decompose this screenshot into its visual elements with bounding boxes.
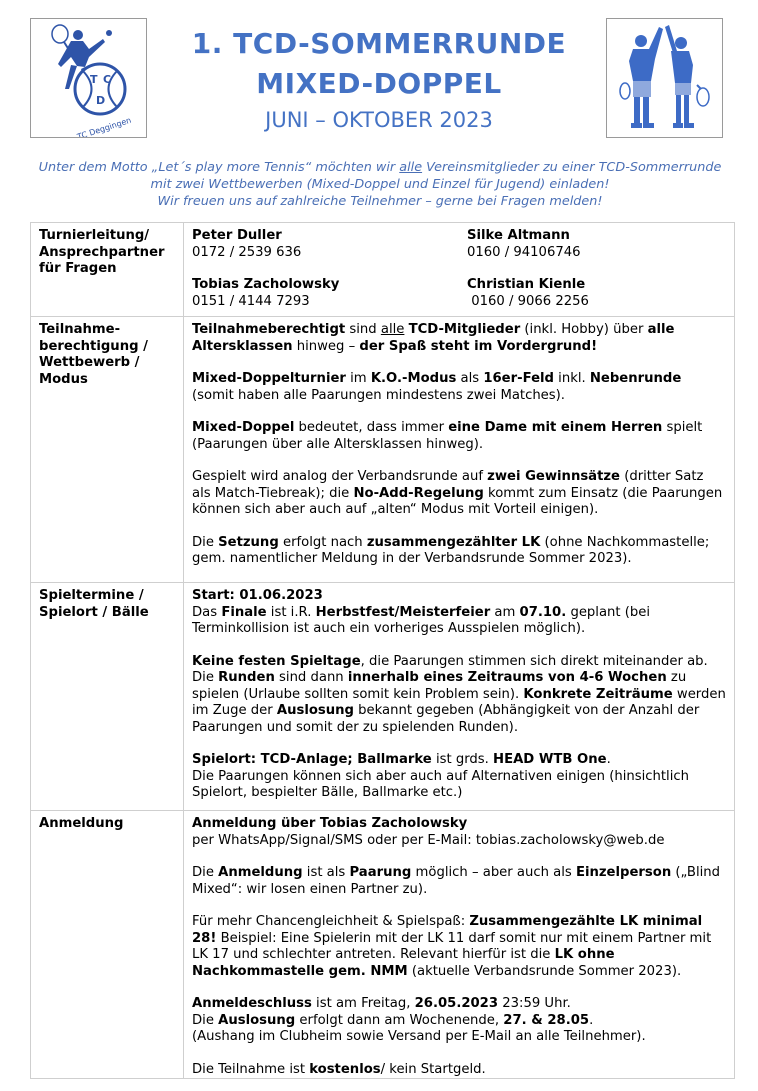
contact-email-text: per WhatsApp/Signal/SMS oder per E-Mail: tobias.zacholowsky@web.de <box>192 832 665 848</box>
text-bold: Zusammengezählte LK minimal 28! <box>192 914 703 946</box>
anmeldung-p3 <box>192 914 726 980</box>
intro-text <box>30 159 730 210</box>
text-underlined: alle <box>380 322 405 337</box>
start-date: Start: 01.06.2023 <box>192 588 323 603</box>
logo-text: TC Deggingen <box>76 115 133 137</box>
intro-part-1: Unter dem Motto „Let´s play more Tennis“ möchten wir <box>38 160 400 175</box>
logo-letter-c: C <box>103 73 112 86</box>
text: geplant (bei Terminkollision ist auch ein vorheriges Ausspielen möglich). <box>192 604 651 636</box>
text: bekannt gegeben (Abhängigkeit von der Anzahl der Paarungen und somit der zu spielenden Runden). <box>192 703 700 735</box>
text: bedeutet, dass immer <box>294 420 449 435</box>
anmeldung-p1 <box>192 816 726 849</box>
contact-phone: 0160 / 94106746 <box>467 244 581 260</box>
teilnahme-p3 <box>192 420 726 453</box>
text: werden im Zuge der <box>192 686 726 718</box>
text-bold: 16er-Feld <box>483 371 554 386</box>
contact-christian-kienle <box>467 277 717 310</box>
text-bold: Runden <box>218 670 275 685</box>
text-bold: Teilnahmeberechtigt <box>192 322 346 337</box>
text-bold: Mixed-Doppel <box>192 420 295 435</box>
text: Die <box>192 534 219 550</box>
text: ist i.R. <box>266 604 316 620</box>
contact-name: Peter Duller <box>192 228 282 243</box>
teilnahme-content <box>184 317 735 583</box>
contact-silke-altmann <box>467 228 717 261</box>
termine-p2 <box>192 654 726 737</box>
text: , die Paarungen stimmen sich direkt miteinander ab. Die <box>192 653 708 685</box>
text-bold: 27. & 28.05 <box>503 1012 590 1028</box>
text-bold: Auslosung <box>218 1012 296 1028</box>
text: sind <box>345 322 381 337</box>
text-bold: Keine festen Spieltage <box>192 653 361 669</box>
row-teilnahme <box>31 317 735 583</box>
text: Gespielt wird analog der Verbandsrunde auf <box>192 469 488 484</box>
teilnahme-p5 <box>192 535 726 568</box>
text: Die <box>192 1012 219 1028</box>
intro-line-3: Wir freuen uns auf zahlreiche Teilnehmer – gerne bei Fragen melden! <box>157 194 603 209</box>
row-anmeldung <box>31 811 735 1079</box>
label-spieltermine: Spieltermine / Spielort / Bälle <box>31 583 184 811</box>
text: Die Teilnahme ist <box>192 1061 310 1077</box>
anmeldung-p4 <box>192 996 726 1046</box>
teilnahme-p2 <box>192 371 726 404</box>
row-turnierleitung <box>31 223 735 317</box>
text: inkl. <box>553 371 590 386</box>
text: zu spielen (Urlaube sollten somit kein Problem sein). <box>192 670 687 702</box>
text: (ohne Nachkommastelle; gem. namentlicher Meldung in der Verbandsrunde Sommer 2023). <box>192 534 710 566</box>
logo-letter-t: T <box>90 73 98 86</box>
title-dates: JUNI – OKTOBER 2023 <box>265 108 493 132</box>
text: möglich – aber auch als <box>411 865 576 880</box>
text-bold: Nebenrunde <box>589 371 682 386</box>
text: ist grds. <box>431 752 494 767</box>
contact-name: Silke Altmann <box>467 228 570 243</box>
contact-phone: 0160 / 9066 2256 <box>467 293 589 309</box>
contact-name: Tobias Zacholowsky <box>192 277 340 292</box>
text: („Blind Mixed“: wir losen einen Partner zu). <box>192 865 721 897</box>
text: Die <box>192 865 219 880</box>
anmeldung-p5 <box>192 1062 726 1079</box>
text: 23:59 Uhr. <box>498 996 571 1011</box>
contact-tobias-zacholowsky <box>192 277 467 310</box>
text-bold: zwei Gewinnsätze <box>487 469 621 484</box>
text: . <box>589 1012 594 1028</box>
text: als <box>456 371 484 386</box>
title-line-2: MIXED-DOPPEL <box>256 67 502 100</box>
high-five-illustration <box>606 18 723 138</box>
teilnahme-p4 <box>192 469 726 519</box>
text-bold: 26.05.2023 <box>414 996 499 1011</box>
text-bold: innerhalb eines Zeitraums von 4-6 Wochen <box>347 670 667 685</box>
text: kommt zum Einsatz (die Paarungen können sich aber auch auf „alten“ Modus mit Vorteil einigen). <box>192 485 723 517</box>
label-teilnahme: Teilnahme-berechtigung / Wettbewerb / Modus <box>31 317 184 583</box>
text-bold: Auslosung <box>276 703 354 718</box>
anmeldung-p2 <box>192 865 726 898</box>
text: erfolgt nach <box>278 534 367 550</box>
text: Das <box>192 604 222 620</box>
label-anmeldung: Anmeldung <box>31 811 184 1079</box>
termine-p3 <box>192 752 726 802</box>
anmeldung-content <box>184 811 735 1079</box>
text: erfolgt dann am Wochenende, <box>295 1012 504 1028</box>
text: (inkl. Hobby) über <box>520 322 648 337</box>
text: . <box>606 752 611 767</box>
text: (dritter Satz als Match-Tiebreak); die <box>192 469 704 501</box>
logo-letter-d: D <box>96 94 106 107</box>
intro-underlined: alle <box>399 160 423 175</box>
text: ist als <box>302 865 350 880</box>
text: ist am Freitag, <box>311 996 415 1011</box>
contact-phone: 0151 / 4144 7293 <box>192 293 310 309</box>
row-spieltermine <box>31 583 735 811</box>
text-bold: Anmeldeschluss <box>192 996 312 1011</box>
text-bold: Spielort: TCD-Anlage; Ballmarke <box>192 752 432 767</box>
text-bold: Anmeldung über Tobias Zacholowsky <box>192 816 468 831</box>
text-bold: Setzung <box>218 534 279 550</box>
text-bold: Mixed-Doppelturnier <box>192 371 346 386</box>
text-bold: LK ohne Nachkommastelle gem. NMM <box>192 947 615 979</box>
title-line-1: 1. TCD-SOMMERRUNDE <box>191 27 567 60</box>
text-bold: Herbstfest/Meisterfeier <box>315 604 491 620</box>
text-bold: alle Altersklassen <box>192 322 675 354</box>
text-bold: Anmeldung <box>218 865 303 880</box>
spieltermine-content <box>184 583 735 811</box>
text: im <box>345 371 371 386</box>
text-bold: HEAD WTB One <box>493 752 607 767</box>
text: (somit haben alle Paarungen mindestens zwei Matches). <box>192 387 566 403</box>
text-bold: Einzelperson <box>575 865 672 880</box>
text: hinweg – <box>292 338 360 354</box>
info-table <box>30 222 735 1079</box>
contacts-cell <box>184 223 735 317</box>
club-logo <box>30 18 147 138</box>
text: Die Paarungen können sich aber auch auf Alternativen einigen (hinsichtlich Spielort, bespielter Bälle, Ballmarke etc.) <box>192 768 689 800</box>
text-bold: zusammengezählter LK <box>366 534 541 550</box>
label-turnierleitung: Turnierleitung/ Ansprechpartner für Fragen <box>31 223 184 317</box>
text-bold: No-Add-Regelung <box>353 485 484 501</box>
text: (Aushang im Clubheim sowie Versand per E-Mail an alle Teilnehmer). <box>192 1029 646 1044</box>
text-bold: Paarung <box>349 865 412 880</box>
text-bold: Konkrete Zeiträume <box>523 686 673 702</box>
text: Beispiel: Eine Spielerin mit der LK 11 darf somit nur mit einem Partner mit LK 17 und schlechter antreten. Relevant hierfür ist die <box>192 930 712 962</box>
contacts-grid <box>192 228 726 310</box>
intro-part-2: Vereinsmitglieder zu einer TCD-Sommerrunde mit zwei Wettbewerben (Mixed-Doppel und Einzel für Jugend) einladen! <box>150 160 722 192</box>
text: / kein Startgeld. <box>380 1061 486 1077</box>
text-bold: TCD-Mitglieder <box>408 322 521 337</box>
text: Für mehr Chancengleichheit & Spielspaß: <box>192 914 470 929</box>
text: spielt (Paarungen über alle Altersklassen hinweg). <box>192 420 703 452</box>
contact-name: Christian Kienle <box>467 277 586 292</box>
text: sind dann <box>274 670 348 685</box>
text-bold: Finale <box>221 604 267 620</box>
text-bold: der Spaß steht im Vordergrund! <box>359 338 598 354</box>
termine-p1 <box>192 588 726 638</box>
text-bold: K.O.-Modus <box>370 371 457 386</box>
text-bold: kostenlos <box>309 1061 381 1077</box>
text: (aktuelle Verbandsrunde Sommer 2023). <box>407 963 682 979</box>
text-bold: 07.10. <box>519 604 567 620</box>
contact-phone: 0172 / 2539 636 <box>192 244 302 260</box>
teilnahme-p1 <box>192 322 726 355</box>
text: am <box>490 604 520 620</box>
contact-peter-duller <box>192 228 467 261</box>
text-bold: eine Dame mit einem Herren <box>448 420 663 435</box>
